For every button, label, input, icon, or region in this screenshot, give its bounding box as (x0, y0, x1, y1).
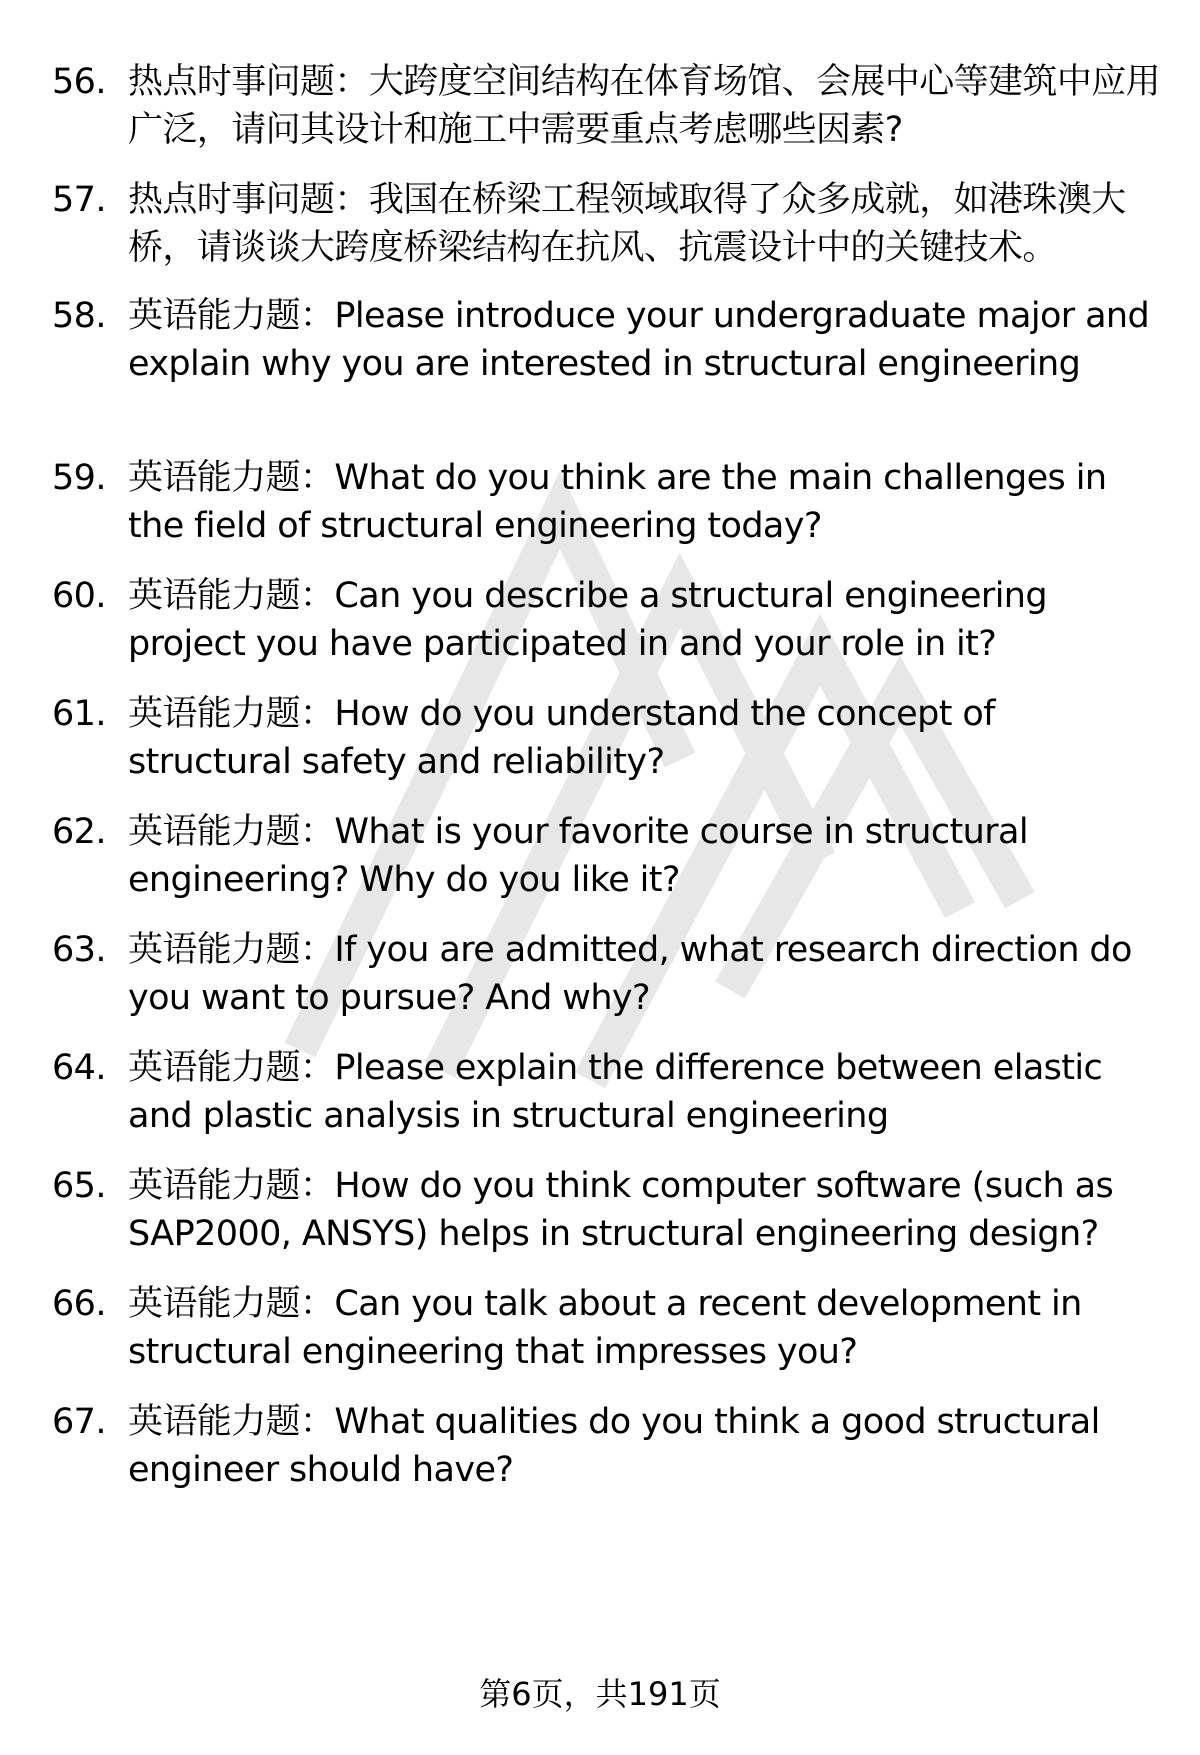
question-category: 英语能力题： (128, 1402, 335, 1442)
question-item (52, 572, 1162, 668)
question-category: 英语能力题： (128, 812, 335, 852)
question-category: 英语能力题： (128, 296, 335, 336)
question-text: Can you talk about a recent development in structural engineering that impresses you? (128, 1284, 1082, 1372)
question-text: Can you describe a structural engineering project you have participated in and your role in it? (128, 576, 1048, 664)
question-category: 热点时事问题： (128, 62, 369, 102)
question-number: 67. (52, 1402, 106, 1442)
question-item (52, 1044, 1162, 1140)
question-number: 60. (52, 576, 106, 616)
question-text: 大跨度空间结构在体育场馆、会展中心等建筑中应用广泛，请问其设计和施工中需要重点考虑哪些因素? (128, 62, 1161, 150)
question-text: How do you understand the concept of structural safety and reliability? (128, 694, 995, 782)
question-number: 65. (52, 1166, 106, 1206)
question-number: 66. (52, 1284, 106, 1324)
question-number: 63. (52, 930, 106, 970)
question-item (52, 690, 1162, 786)
question-text: What is your favorite course in structural engineering? Why do you like it? (128, 812, 1028, 900)
question-item (52, 1162, 1162, 1258)
question-number: 62. (52, 812, 106, 852)
question-text: What qualities do you think a good structural engineer should have? (128, 1402, 1100, 1490)
question-item (52, 292, 1162, 388)
question-category: 英语能力题： (128, 1048, 335, 1088)
question-category: 英语能力题： (128, 930, 335, 970)
question-item (52, 58, 1162, 154)
question-category: 英语能力题： (128, 576, 335, 616)
question-text: 我国在桥梁工程领域取得了众多成就，如港珠澳大桥，请谈谈大跨度桥梁结构在抗风、抗震设计中的关键技术。 (128, 180, 1126, 268)
question-text: If you are admitted, what research direction do you want to pursue? And why? (128, 930, 1132, 1018)
question-number: 57. (52, 180, 106, 220)
question-text: Please introduce your undergraduate major and explain why you are interested in structural engineering (128, 296, 1150, 384)
question-category: 英语能力题： (128, 1284, 335, 1324)
question-item (52, 176, 1162, 272)
page-number-footer: 第6页，共191页 (479, 1675, 721, 1713)
question-number: 61. (52, 694, 106, 734)
question-category: 热点时事问题： (128, 180, 369, 220)
question-number: 58. (52, 296, 106, 336)
question-category: 英语能力题： (128, 458, 335, 498)
question-number: 64. (52, 1048, 106, 1088)
question-text: Please explain the difference between elastic and plastic analysis in structural engineering (128, 1048, 1103, 1136)
question-item (52, 1398, 1162, 1494)
question-item (52, 1280, 1162, 1376)
question-category: 英语能力题： (128, 694, 335, 734)
question-category: 英语能力题： (128, 1166, 335, 1206)
question-number: 56. (52, 62, 106, 102)
question-number: 59. (52, 458, 106, 498)
question-item (52, 926, 1162, 1022)
question-item (52, 454, 1162, 550)
question-text: How do you think computer software (such as SAP2000, ANSYS) helps in structural engineering design? (128, 1166, 1114, 1254)
question-text: What do you think are the main challenges in the field of structural engineering today? (128, 458, 1107, 546)
question-item (52, 808, 1162, 904)
